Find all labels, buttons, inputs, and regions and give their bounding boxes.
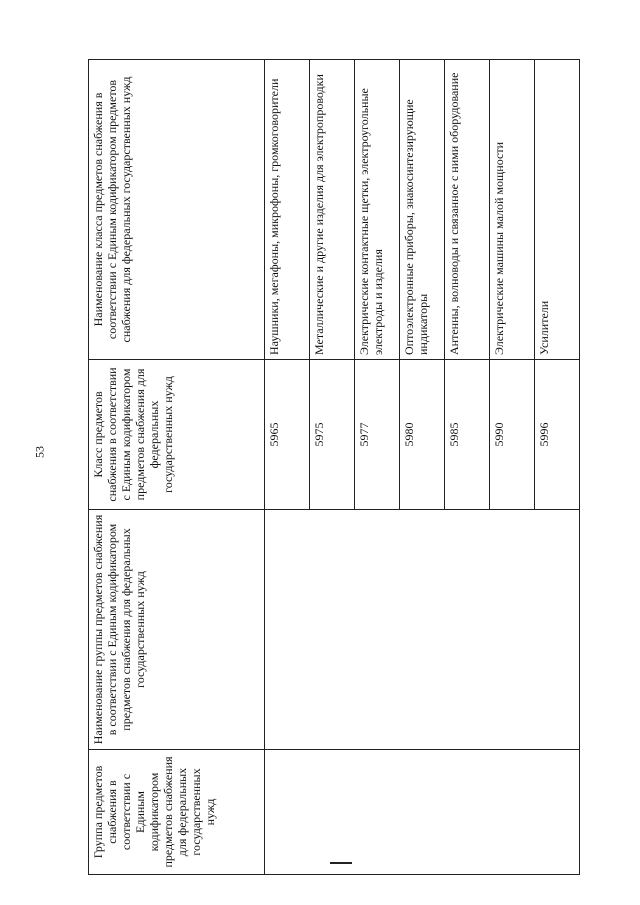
class-code: 5975 — [310, 360, 355, 510]
class-name: Электрические контактные щетки, электроугольные электроды и изделия — [355, 60, 400, 360]
class-code: 5965 — [265, 360, 310, 510]
class-code: 5990 — [490, 360, 535, 510]
class-name: Усилители — [535, 60, 580, 360]
class-name: Антенны, волноводы и связанное с ними оборудование — [445, 60, 490, 360]
header-class-name: Наименование класса предметов снабжения в соответствии с Единым кодификатором предметов снабжения для федеральных государственных нужд — [89, 60, 265, 360]
table-row — [265, 60, 310, 875]
page-number: 53 — [32, 446, 47, 458]
header-class: Класс предметов снабжения в соответствии с Единым кодификатором предметов снабжения для федеральных государственных нужд — [89, 360, 265, 510]
header-group-name: Наименование группы предметов снабжения в соответствии с Единым кодификатором предметов снабжения для федеральных государственных нужд — [89, 510, 265, 750]
table-header-row — [89, 60, 265, 875]
group-cell — [265, 750, 580, 875]
class-name: Электрические машины малой мощности — [490, 60, 535, 360]
table-container — [88, 60, 551, 875]
header-group: Группа предметов снабжения в соответствии с Единым кодификатором предметов снабжения для федеральных государственных нужд — [89, 750, 265, 875]
class-name: Наушники, мегафоны, микрофоны, громкоговорители — [265, 60, 310, 360]
class-name: Металлические и другие изделия для электропроводки — [310, 60, 355, 360]
class-code: 5996 — [535, 360, 580, 510]
class-code: 5980 — [400, 360, 445, 510]
scan-mark — [330, 862, 352, 864]
class-code: 5985 — [445, 360, 490, 510]
group-name-cell — [265, 510, 580, 750]
class-code: 5977 — [355, 360, 400, 510]
class-name: Оптоэлектронные приборы, знакосинтезирующие индикаторы — [400, 60, 445, 360]
supply-class-table — [88, 59, 580, 875]
